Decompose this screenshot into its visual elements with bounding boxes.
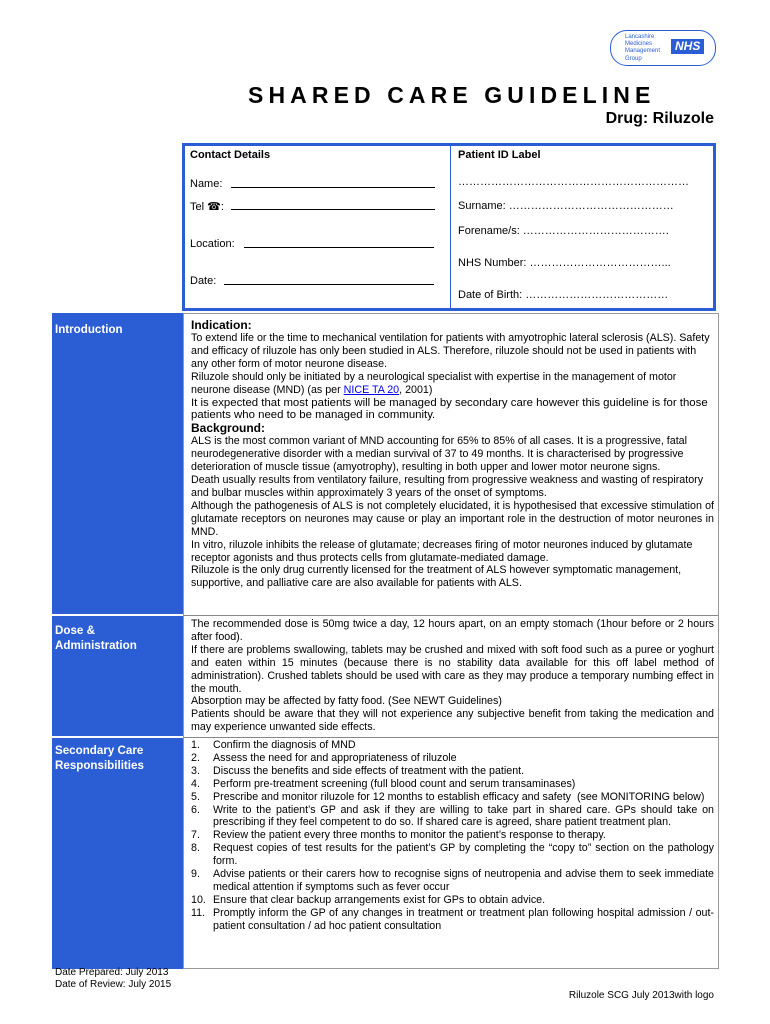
responsibility-item — [191, 765, 714, 778]
date-prepared: Date Prepared: July 2013 — [55, 967, 169, 978]
location-field[interactable] — [244, 247, 434, 248]
initiation-paragraph — [191, 371, 714, 397]
logo-org-name: Lancashire Medicines Management Group — [625, 34, 661, 62]
responsibility-item — [191, 752, 714, 765]
responsibility-item — [191, 791, 714, 804]
tel-label: Tel ☎: — [190, 201, 224, 213]
responsibility-number: 8. — [191, 842, 200, 855]
sidebar-divider — [52, 614, 183, 616]
responsibility-text: Promptly inform the GP of any changes in treatment or treatment plan following hospital admission / out-patient consultation / ad hoc patient consultation — [213, 906, 714, 932]
nhs-logo — [610, 30, 716, 66]
nhs-badge: NHS — [671, 39, 704, 54]
responsibility-text: Prescribe and monitor riluzole for 12 months to establish efficacy and safety (see MONITORING below) — [213, 790, 705, 803]
date-label: Date: — [190, 275, 217, 287]
responsibility-item — [191, 907, 714, 933]
responsibility-number: 7. — [191, 829, 200, 842]
footer-dates — [55, 967, 171, 990]
responsibility-number: 3. — [191, 764, 200, 777]
in-vitro-paragraph: In vitro, riluzole inhibits the release of glutamate; decreases firing of motor neurones induced by glutamate receptor agonists and thus protects cells from glutamate-mediated damage. — [191, 538, 693, 564]
absorption-paragraph: Absorption may be affected by fatty food. (See NEWT Guidelines) — [191, 695, 502, 708]
introduction-text — [191, 318, 714, 590]
section-dose-administration: Dose & Administration — [55, 624, 137, 652]
date-field[interactable] — [224, 284, 434, 285]
background-paragraph: ALS is the most common variant of MND accounting for 65% to 85% of all cases. It is a progressive, fatal neurodegenerative disorder with a median survival of 37 to 49 months. It is characterised by progressive deterioration of muscle tissue (amyotrophy), resulting in both upper and lower motor neurone signs. — [191, 435, 688, 474]
responsibility-number: 1. — [191, 739, 200, 751]
section-divider — [184, 737, 718, 738]
tel-field[interactable] — [231, 209, 435, 210]
responsibility-text: Request copies of test results for the patient’s GP by completing the “copy to” section on the pathology form. — [213, 842, 714, 868]
responsibility-item — [191, 778, 714, 791]
responsibility-text: Ensure that clear backup arrangements exist for GPs to obtain advice. — [213, 893, 546, 906]
nice-ta20-link[interactable]: NICE TA 20 — [343, 383, 400, 396]
licensed-paragraph: Riluzole is the only drug currently licensed for the treatment of ALS however symptomatic management, supportive, and palliative care are also available for patients with ALS. — [191, 564, 682, 590]
patient-id-heading: Patient ID Label — [458, 149, 541, 161]
responsibility-item — [191, 739, 714, 752]
swallowing-paragraph: If there are problems swallowing, tablets may be crushed and mixed with soft food such as a puree or yoghurt and eaten within 15 minutes (because there is no stability data available for this off label method of administration). Crushed tablets should be used with care as they may produce a temporary numbing effect in the mouth. — [191, 643, 714, 695]
responsibility-item — [191, 868, 714, 894]
responsibility-text: Discuss the benefits and side effects of treatment with the patient. — [213, 764, 525, 777]
section-divider — [184, 615, 718, 616]
responsibility-number: 10. — [191, 893, 206, 906]
page-title: SHARED CARE GUIDELINE — [248, 82, 656, 108]
death-paragraph: Death usually results from ventilatory failure, resulting from progressive weakness and wasting of respiratory and bulbar muscles within approximately 3 years of the onset of symptoms. — [191, 474, 704, 499]
responsibility-item — [191, 894, 714, 907]
name-field[interactable] — [231, 187, 435, 188]
responsibility-number: 2. — [191, 751, 200, 764]
responsibility-item — [191, 804, 714, 830]
responsibility-text: Perform pre-treatment screening (full blood count and serum transaminases) — [213, 777, 576, 790]
responsibility-text: Advise patients or their carers how to recognise signs of neutropenia and advise them to seek immediate medical attention if symptoms such as fever occur — [213, 868, 714, 893]
contact-box — [182, 143, 716, 311]
forename-field: Forename/s: …………………………………. — [458, 225, 669, 237]
responsibility-number: 4. — [191, 777, 200, 790]
pathogenesis-paragraph: Although the pathogenesis of ALS is not completely elucidated, it is hypothesised that excessive stimulation of glutamate receptors on neurones may cause or play an important role in the destruction of motor neurones in MND. — [191, 499, 714, 538]
surname-field: Surname: ……………………………………… — [458, 200, 674, 212]
dose-text — [191, 618, 714, 734]
section-secondary-care: Secondary Care Responsibilities — [55, 744, 144, 772]
responsibility-number: 9. — [191, 868, 200, 881]
contact-divider — [450, 146, 451, 308]
responsibility-item — [191, 829, 714, 842]
drug-label: Drug: Riluzole — [605, 110, 714, 127]
indication-paragraph: To extend life or the time to mechanical ventilation for patients with amyotrophic lateral sclerosis (ALS). Safety and efficacy of riluzole has only been studied in ALS. Therefore, riluzole should not be used in patients with any other form of motor neurone disease. — [191, 332, 710, 370]
responsibility-text: Write to the patient’s GP and ask if they are willing to take part in shared care. GPs should take on prescribing if they feel competent to do so. If shared care is agreed, share patient treatment plan. — [213, 803, 714, 829]
date-of-review: Date of Review: July 2015 — [55, 978, 172, 990]
responsibility-text: Review the patient every three months to monitor the patient’s response to therapy. — [213, 829, 606, 842]
dose-paragraph: The recommended dose is 50mg twice a day, 12 hours apart, on an empty stomach (1hour before or 2 hours after food). — [191, 618, 714, 643]
responsibility-number: 5. — [191, 790, 200, 803]
patient-label-blank: ……………………………………………………… — [458, 176, 689, 188]
section-sidebar — [52, 313, 183, 969]
contact-details-heading: Contact Details — [190, 149, 271, 161]
content-box — [183, 313, 719, 969]
responsibility-text: Assess the need for and appropriateness of riluzole — [213, 751, 457, 764]
sidebar-divider — [52, 736, 183, 738]
responsibility-number: 6. — [191, 803, 200, 816]
responsibility-text: Confirm the diagnosis of MND — [213, 739, 356, 751]
responsibilities-text — [191, 739, 714, 933]
background-heading: Background: — [191, 421, 266, 436]
location-label: Location: — [190, 238, 235, 250]
expectation-paragraph: It is expected that most patients will be managed by secondary care however this guideline is for those patients who need to be managed in community. — [191, 396, 708, 422]
dob-field: Date of Birth: ………………………………… — [458, 289, 669, 301]
name-label: Name: — [190, 178, 223, 190]
section-introduction: Introduction — [55, 323, 123, 336]
benefit-paragraph: Patients should be aware that they will not experience any subjective benefit from taking the medication and may experience unwanted side effects. — [191, 708, 714, 734]
responsibility-item — [191, 842, 714, 868]
responsibilities-list — [191, 739, 714, 933]
initiation-text: Riluzole should only be initiated by a neurological specialist with expertise in the management of motor neurone disease (MND) (as per — [191, 370, 677, 396]
document-reference: Riluzole SCG July 2013with logo — [568, 990, 714, 1001]
indication-heading: Indication: — [191, 318, 252, 332]
initiation-year: , 2001) — [399, 383, 433, 396]
nhs-number-field: NHS Number: ………………………………... — [458, 257, 671, 269]
responsibility-number: 11. — [191, 906, 206, 919]
